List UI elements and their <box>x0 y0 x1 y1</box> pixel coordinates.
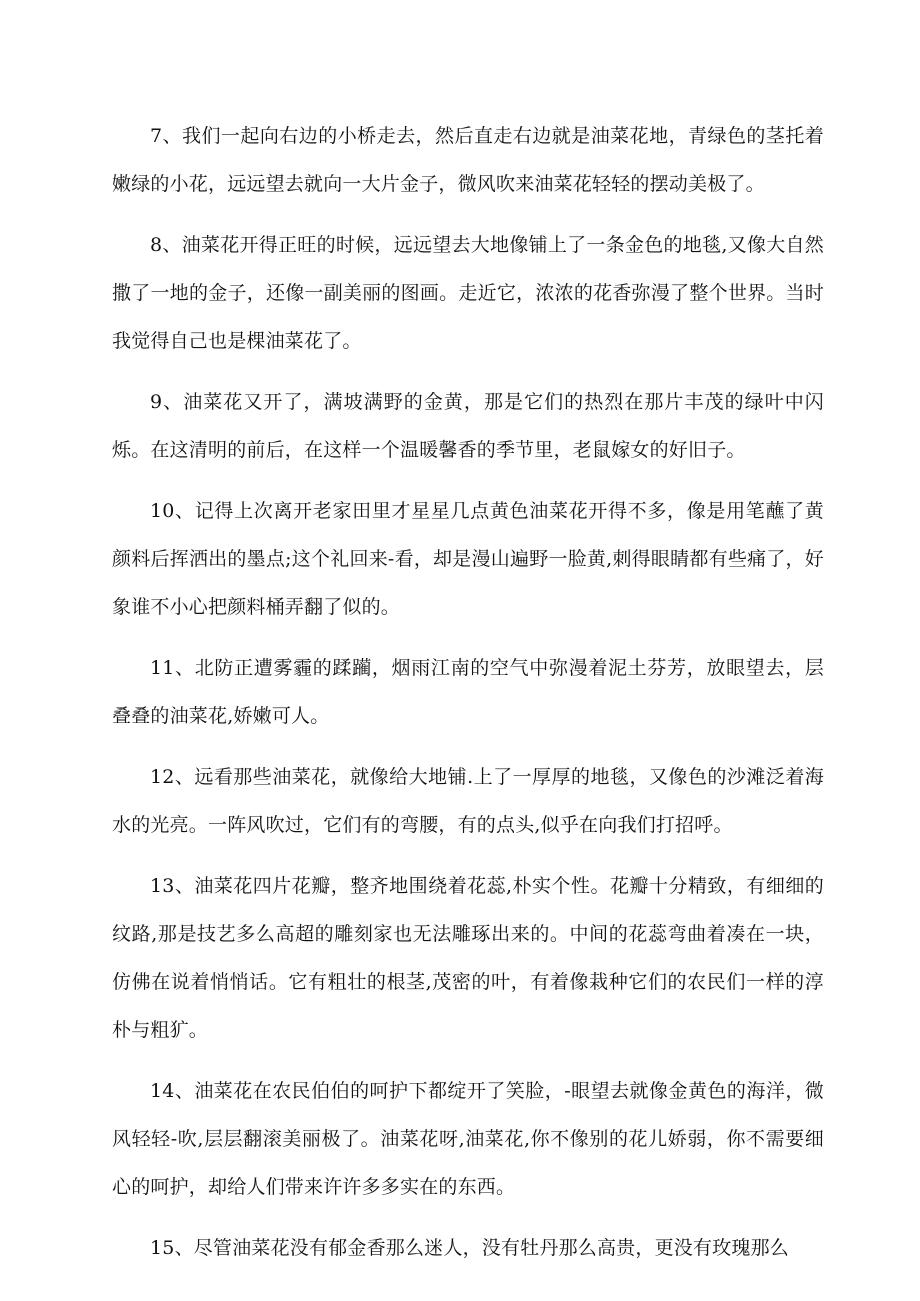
document-page <box>112 112 824 1285</box>
paragraph-8: 8、油菜花开得正旺的时候，远远望去大地像铺上了一条金色的地毯,又像大自然撒了一地的金子，还像一副美丽的图画。走近它，浓浓的花香弥漫了整个世界。当时我觉得自己也是棵油菜花了。 <box>112 234 824 352</box>
paragraph-14: 14、油菜花在农民伯伯的呵护下都绽开了笑脸，-眼望去就像金黄色的海洋，微风轻轻-吹,层层翻滚美丽极了。油菜花呀,油菜花,你不像别的花儿娇弱，你不需要细心的呵护，却给人们带来许许多多实在的东西。 <box>112 1080 824 1198</box>
paragraph-11: 11、北防正遭雾霾的蹂躏，烟雨江南的空气中弥漫着泥土芬芳，放眼望去，层叠叠的油菜花,娇嫩可人。 <box>112 657 824 727</box>
paragraph-13: 13、油菜花四片花瓣，整齐地围绕着花蕊,朴实个性。花瓣十分精致，有细细的纹路,那是技艺多么高超的雕刻家也无法雕琢出来的。中间的花蕊弯曲着凑在一块，仿佛在说着悄悄话。它有粗壮的根茎,茂密的叶，有着像栽种它们的农民们一样的淳朴与粗犷。 <box>112 875 824 1041</box>
paragraph-15: 15、尽管油菜花没有郁金香那么迷人，没有牡丹那么高贵，更没有玫瑰那么 <box>150 1237 789 1259</box>
paragraph-7: 7、我们一起向右边的小桥走去，然后直走右边就是油菜花地，青绿色的茎托着嫩绿的小花，远远望去就向一大片金子，微风吹来油菜花轻轻的摆动美极了。 <box>112 125 824 195</box>
paragraph-10: 10、记得上次离开老家田里才星星几点黄色油菜花开得不多，像是用笔蘸了黄颜料后挥洒出的墨点;这个礼回来-看，却是漫山遍野一脸黄,刺得眼睛都有些痛了，好象谁不小心把颜料桶弄翻了似的。 <box>112 500 824 618</box>
paragraph-9: 9、油菜花又开了，满坡满野的金黄，那是它们的热烈在那片丰茂的绿叶中闪烁。在这清明的前后，在这样一个温暖馨香的季节里，老鼠嫁女的好旧子。 <box>112 391 824 461</box>
paragraph-12: 12、远看那些油菜花，就像给大地铺.上了一厚厚的地毯，又像色的沙滩泛着海水的光亮。一阵风吹过，它们有的弯腰，有的点头,似乎在向我们打招呼。 <box>112 766 824 836</box>
